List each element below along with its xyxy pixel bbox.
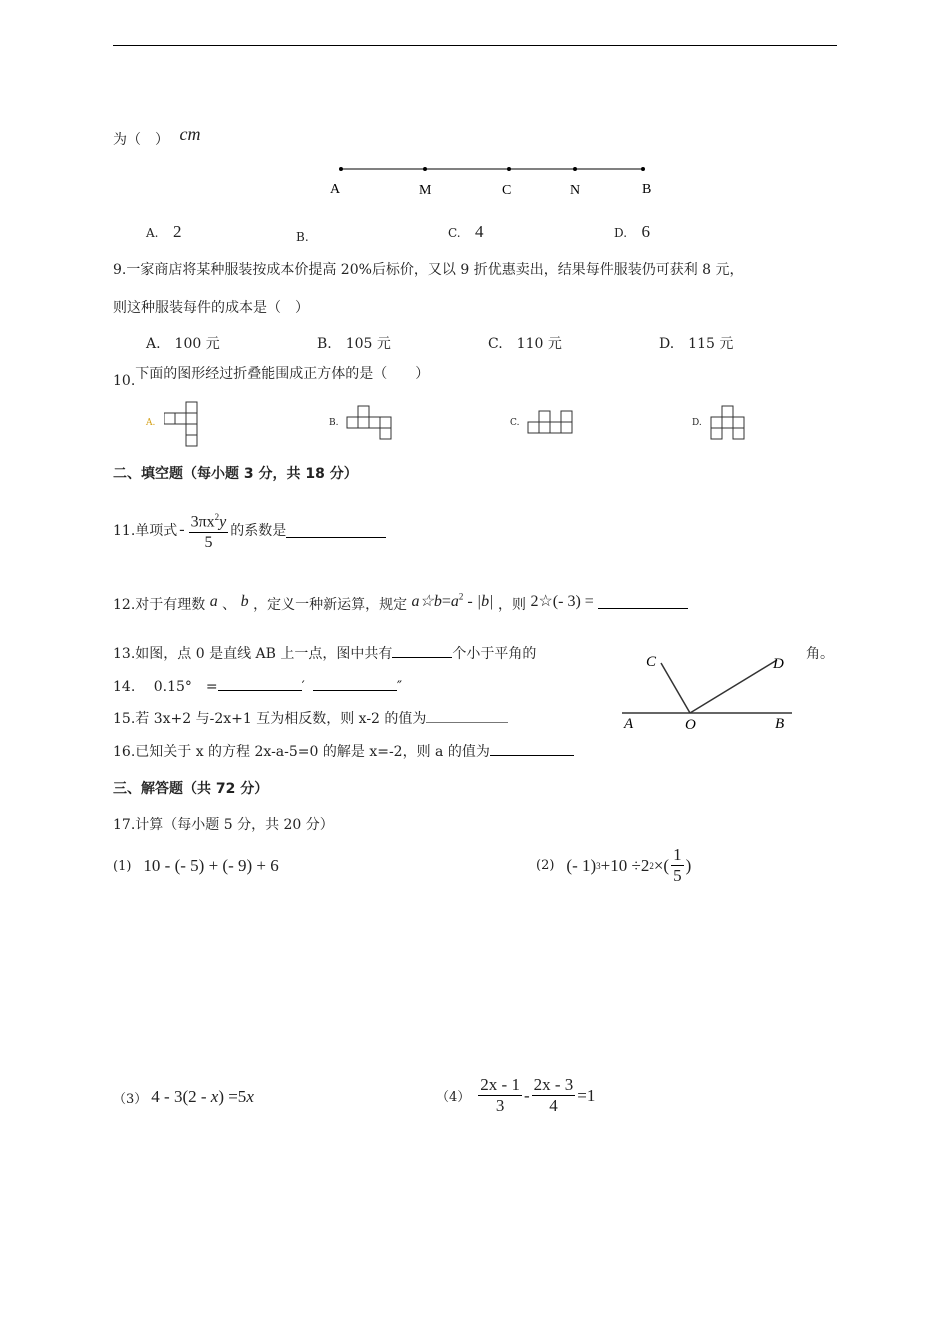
section3-title: 三、解答题（共 72 分） [113,781,269,797]
q17-part1: (1) 10 - (- 5) + (- 9) + 6 [113,856,279,875]
q12: 12.对于有理数 a 、 b ，定义一种新运算，规定 $a☆b=a^2 - |b|$ ，则 2☆(- 3) = [113,594,688,614]
q16-answer-blank[interactable] [490,741,574,756]
header-rule [113,45,837,46]
q10-net-d [710,405,746,441]
ray-oc [661,663,690,713]
q10-net-b [346,405,392,441]
label-m: M [419,183,432,198]
fig-label-o: O [685,717,696,733]
q8-segment-figure [320,158,670,208]
q8-option-a: A. 2 [146,222,182,241]
fig-label-d: D [773,656,784,672]
q17-part4-fraction2: $\frac{2x - 3}{4}$ [533,1075,574,1115]
q10-stem: 10.下面的图形经过折叠能围成正方体的是（ ） [113,366,430,389]
q8-option-c: C. 4 [448,222,484,241]
q17-part2-fraction: $\frac{1}{5}$ [673,845,682,885]
q14: 14. 0.15° = ′ ″ [113,676,402,696]
q17-part2: (2) (- 1) 3 +10 ÷2 2 ×( $\frac{1}{5}$ ) [536,845,692,885]
q11-answer-blank[interactable] [286,523,386,538]
fig-label-a: A [624,716,634,732]
q17-title: 17.计算（每小题 5 分，共 20 分） [113,817,334,833]
q10-option-d-label: D. [692,418,702,428]
q13-answer-blank[interactable] [392,643,452,658]
fig-label-c: C [646,654,657,670]
q11: 11.单项式 - $\frac{3\pi x^2y}{5}$ 的系数是 [113,508,386,552]
q15: 15.若 3x+2 与-2x+1 互为相反数，则 x-2 的值为 [113,708,508,728]
point-n [573,167,577,171]
q8-unit: cm [179,124,201,144]
q11-fraction: $\frac{3\pi x^2y}{5}$ [189,508,229,552]
q12-answer-blank[interactable] [598,594,688,609]
fig-label-b: B [775,716,785,732]
point-c [507,167,511,171]
point-a [339,167,343,171]
q14-minute-blank[interactable] [313,676,397,691]
label-a: A [330,182,341,197]
point-b [641,167,645,171]
q9-line2: 则这种服装每件的成本是（ ） [113,300,309,316]
q9-option-c: C. 110 元 [488,336,562,352]
q15-answer-blank[interactable] [426,708,508,723]
q8-stem-text: 为（ ） [113,132,169,148]
label-b: B [642,182,652,197]
q8-option-d: D. 6 [614,222,650,241]
q10-option-c-label: C. [510,418,520,428]
point-m [423,167,427,171]
q16: 16.已知关于 x 的方程 2x-a-5=0 的解是 x=-2，则 a 的值为 [113,741,574,761]
q8-stem [113,124,201,149]
q10-option-b-label: B. [329,418,339,428]
q13: 13.如图，点 0 是直线 AB 上一点，图中共有 个小于平角的 [113,643,536,663]
q9-option-d: D. 115 元 [659,336,734,352]
label-c: C [502,183,512,198]
q17-part4: （4） $\frac{2x - 1}{3}$ - $\frac{2x - 3}{4}$ =1 [436,1075,596,1115]
ray-od [690,660,777,713]
q9-line1: 9.一家商店将某种服装按成本价提高 20%后标价，又以 9 折优惠卖出，结果每件服装仍可获利 8 元， [113,262,744,278]
q17-part4-fraction1: $\frac{2x - 1}{3}$ [480,1075,520,1115]
q9-option-a: A. 100 元 [146,336,220,352]
q13-end: 角。 [806,646,834,662]
q10-net-c [527,410,575,436]
q9-option-b: B. 105 元 [317,336,391,352]
q8-option-b: B. [296,230,309,244]
q10-option-a-label: A. [146,418,156,428]
label-n: N [570,183,581,198]
q10-net-a [164,401,200,447]
q17-part3: （3） 4 - 3(2 - x) =5x [113,1087,254,1107]
q14-degree-blank[interactable] [218,676,302,691]
section2-title: 二、填空题（每小题 3 分，共 18 分） [113,466,358,482]
q13-angle-figure [620,648,800,734]
